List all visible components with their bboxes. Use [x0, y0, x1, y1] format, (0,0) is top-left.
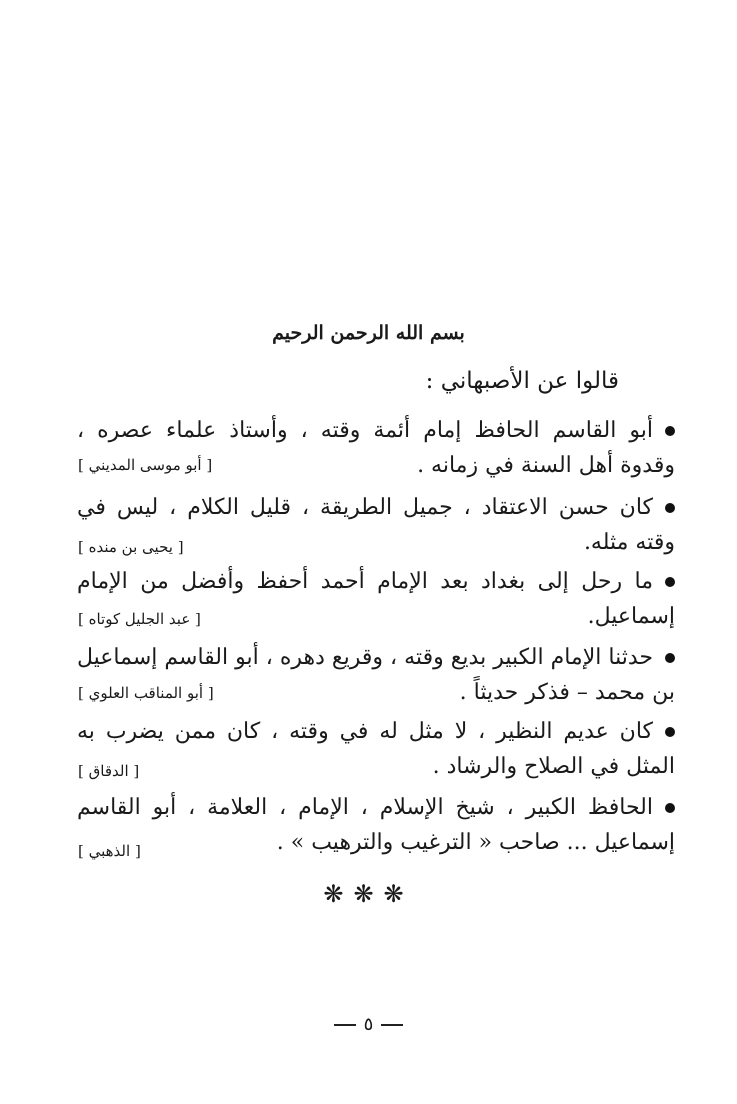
bullet-icon: [665, 727, 675, 737]
bullet-icon: [665, 803, 675, 813]
quote-text: كان حسن الاعتقاد ، جميل الطريقة ، قليل الكلام ، ليس في وقته مثله.: [77, 495, 675, 555]
quote-attribution: [ الذهبي ]: [78, 842, 141, 860]
quote-attribution: [ الدقاق ]: [78, 762, 140, 780]
quote-entry: [77, 714, 675, 784]
bullet-icon: [665, 426, 675, 436]
bullet-icon: [665, 653, 675, 663]
quote-attribution: [ أبو المناقب العلوي ]: [78, 684, 214, 702]
quote-entry: [77, 790, 675, 860]
quote-attribution: [ أبو موسى المديني ]: [78, 456, 213, 474]
quote-text: الحافظ الكبير ، شيخ الإسلام ، الإمام ، العلامة ، أبو القاسم إسماعيل ... صاحب « الترغيب والترهيب » .: [77, 795, 675, 855]
dash-right: [334, 1024, 356, 1026]
bullet-icon: [665, 503, 675, 513]
ornament-stars-icon: ❋❋❋: [323, 880, 414, 908]
intro-line: قالوا عن الأصبهاني :: [425, 368, 619, 394]
quote-text: ما رحل إلى بغداد بعد الإمام أحمد أحفظ وأفضل من الإمام إسماعيل.: [77, 569, 675, 629]
quote-text: كان عديم النظير ، لا مثل له في وقته ، كان ممن يضرب به المثل في الصلاح والرشاد .: [77, 719, 675, 779]
page-number: ٥: [363, 1014, 374, 1035]
page-number-footer: [0, 1014, 737, 1035]
quote-text: حدثنا الإمام الكبير بديع وقته ، وقريع دهره ، أبو القاسم إسماعيل بن محمد – فذكر حديثاً .: [77, 645, 675, 705]
quote-attribution: [ يحيى بن منده ]: [78, 538, 184, 556]
quote-attribution: [ عبد الجليل كوتاه ]: [78, 610, 201, 628]
quote-text: أبو القاسم الحافظ إمام أئمة وقته ، وأستاذ علماء عصره ، وقدوة أهل السنة في زمانه .: [77, 418, 675, 478]
basmala-heading: بسم الله الرحمن الرحيم: [272, 322, 465, 344]
dash-left: [381, 1024, 403, 1026]
bullet-icon: [665, 577, 675, 587]
